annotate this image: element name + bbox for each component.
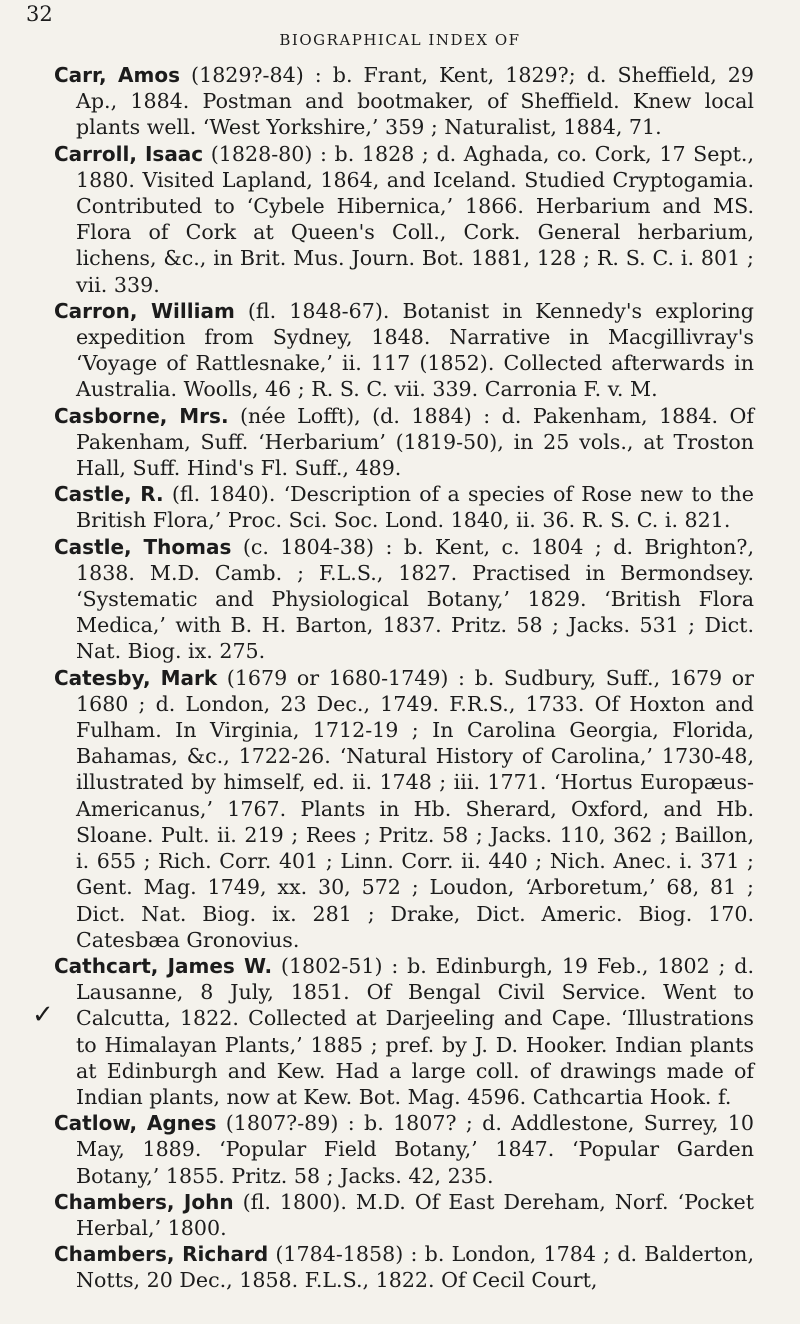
- entry-text: (c. 1804-38) : b. Kent, c. 1804 ; d. Brighton?, 1838. M.D. Camb. ; F.L.S., 1827. Practised in Bermondsey. ‘Systematic and Physiological Botany,’ 1829. ‘British Flora Medica,’ with B. H. Barton, 1837. Pritz. 58 ; Jacks. 531 ; Dict. Nat. Biog. ix. 275.: [76, 534, 754, 664]
- entry-text: (fl. 1800). M.D. Of East Dereham, Norf. ‘Pocket Herbal,’ 1800.: [76, 1189, 754, 1240]
- index-entry: [54, 665, 754, 953]
- index-entry: [54, 298, 754, 403]
- entry-text: (1828-80) : b. 1828 ; d. Aghada, co. Cork, 17 Sept., 1880. Visited Lapland, 1864, and Iceland. Studied Cryptogamia. Contributed to ‘Cybele Hibernica,’ 1866. Herbarium and MS. Flora of Cork at Queen's Coll., Cork. General herbarium, lichens, &c., in Brit. Mus. Journ. Bot. 1881, 128 ; R. S. C. i. 801 ; vii. 339.: [76, 141, 754, 297]
- page-number: 32: [26, 2, 53, 26]
- entry-name: Catesby, Mark: [54, 665, 218, 690]
- index-entry: [54, 403, 754, 482]
- entry-name: Catlow, Agnes: [54, 1111, 217, 1136]
- entry-name: Chambers, Richard: [54, 1242, 269, 1267]
- entry-name: Castle, Thomas: [54, 534, 232, 559]
- entry-name: Chambers, John: [54, 1189, 234, 1214]
- entry-text: (fl. 1848-67). Botanist in Kennedy's exploring expedition from Sydney, 1848. Narrative in Macgillivray's ‘Voyage of Rattlesnake,’ ii. 117 (1852). Collected afterwards in Australia. Woolls, 46 ; R. S. C. vii. 339. Carronia F. v. M.: [76, 298, 754, 402]
- index-entry: [54, 62, 754, 141]
- index-entry: [54, 141, 754, 298]
- entry-name: Carr, Amos: [54, 63, 180, 87]
- entry-text: (née Lofft), (d. 1884) : d. Pakenham, 1884. Of Pakenham, Suff. ‘Herbarium’ (1819-50), in 25 vols., at Troston Hall, Suff. Hind's Fl. Suff., 489.: [76, 403, 754, 481]
- running-head: BIOGRAPHICAL INDEX OF: [279, 31, 521, 49]
- index-entry: [54, 1110, 754, 1189]
- index-entry: [54, 1189, 754, 1241]
- index-entry: [54, 953, 754, 1110]
- entry-name: Carroll, Isaac: [54, 141, 204, 166]
- margin-tick-mark: ✓: [32, 1000, 54, 1030]
- entry-name: Cathcart, James W.: [54, 953, 273, 978]
- entry-text: (1807?-89) : b. 1807? ; d. Addlestone, Surrey, 10 May, 1889. ‘Popular Field Botany,’ 1847. ‘Popular Garden Botany,’ 1855. Pritz. 58 ; Jacks. 42, 235.: [76, 1111, 755, 1188]
- entry-name: Castle, R.: [54, 482, 164, 507]
- index-entry: [54, 1241, 754, 1293]
- index-entries: [54, 62, 754, 1294]
- index-entry: [54, 481, 754, 533]
- entry-text: (1679 or 1680-1749) : b. Sudbury, Suff., 1679 or 1680 ; d. London, 23 Dec., 1749. F.R.S., 1733. Of Hoxton and Fulham. In Virginia, 1712-19 ; In Carolina Georgia, Florida, Bahamas, &c., 1722-26. ‘Natural History of Carolina,’ 1730-48, illustrated by himself, ed. ii. 1748 ; iii. 1771. ‘Hortus Europæus-Americanus,’ 1767. Plants in Hb. Sherard, Oxford, and Hb. Sloane. Pult. ii. 219 ; Rees ; Pritz. 58 ; Jacks. 110, 362 ; Baillon, i. 655 ; Rich. Corr. 401 ; Linn. Corr. ii. 440 ; Nich. Anec. i. 371 ; Gent. Mag. 1749, xx. 30, 572 ; Loudon, ‘Arboretum,’ 68, 81 ; Dict. Nat. Biog. ix. 281 ; Drake, Dict. Americ. Biog. 170. Catesbæa Gronovius.: [76, 665, 754, 952]
- index-entry: [54, 534, 754, 665]
- entry-name: Carron, William: [54, 298, 235, 323]
- entry-text: (fl. 1840). ‘Description of a species of Rose new to the British Flora,’ Proc. Sci. Soc. Lond. 1840, ii. 36. R. S. C. i. 821.: [76, 482, 754, 533]
- entry-text: (1802-51) : b. Edinburgh, 19 Feb., 1802 ; d. Lausanne, 8 July, 1851. Of Bengal Civil Service. Went to Calcutta, 1822. Collected at Darjeeling and Cape. ‘Illustrations to Himalayan Plants,’ 1885 ; pref. by J. D. Hooker. Indian plants at Edinburgh and Kew. Had a large coll. of drawings made of Indian plants, now at Kew. Bot. Mag. 4596. Cathcartia Hook. f.: [76, 953, 755, 1109]
- entry-name: Casborne, Mrs.: [54, 403, 229, 428]
- entry-text: (1784-1858) : b. London, 1784 ; d. Balderton, Notts, 20 Dec., 1858. F.L.S., 1822. Of Cecil Court,: [76, 1242, 754, 1293]
- entry-text: (1829?-84) : b. Frant, Kent, 1829?; d. Sheffield, 29 Ap., 1884. Postman and bootmaker, of Sheffield. Knew local plants well. ‘West Yorkshire,’ 359 ; Naturalist, 1884, 71.: [76, 63, 755, 140]
